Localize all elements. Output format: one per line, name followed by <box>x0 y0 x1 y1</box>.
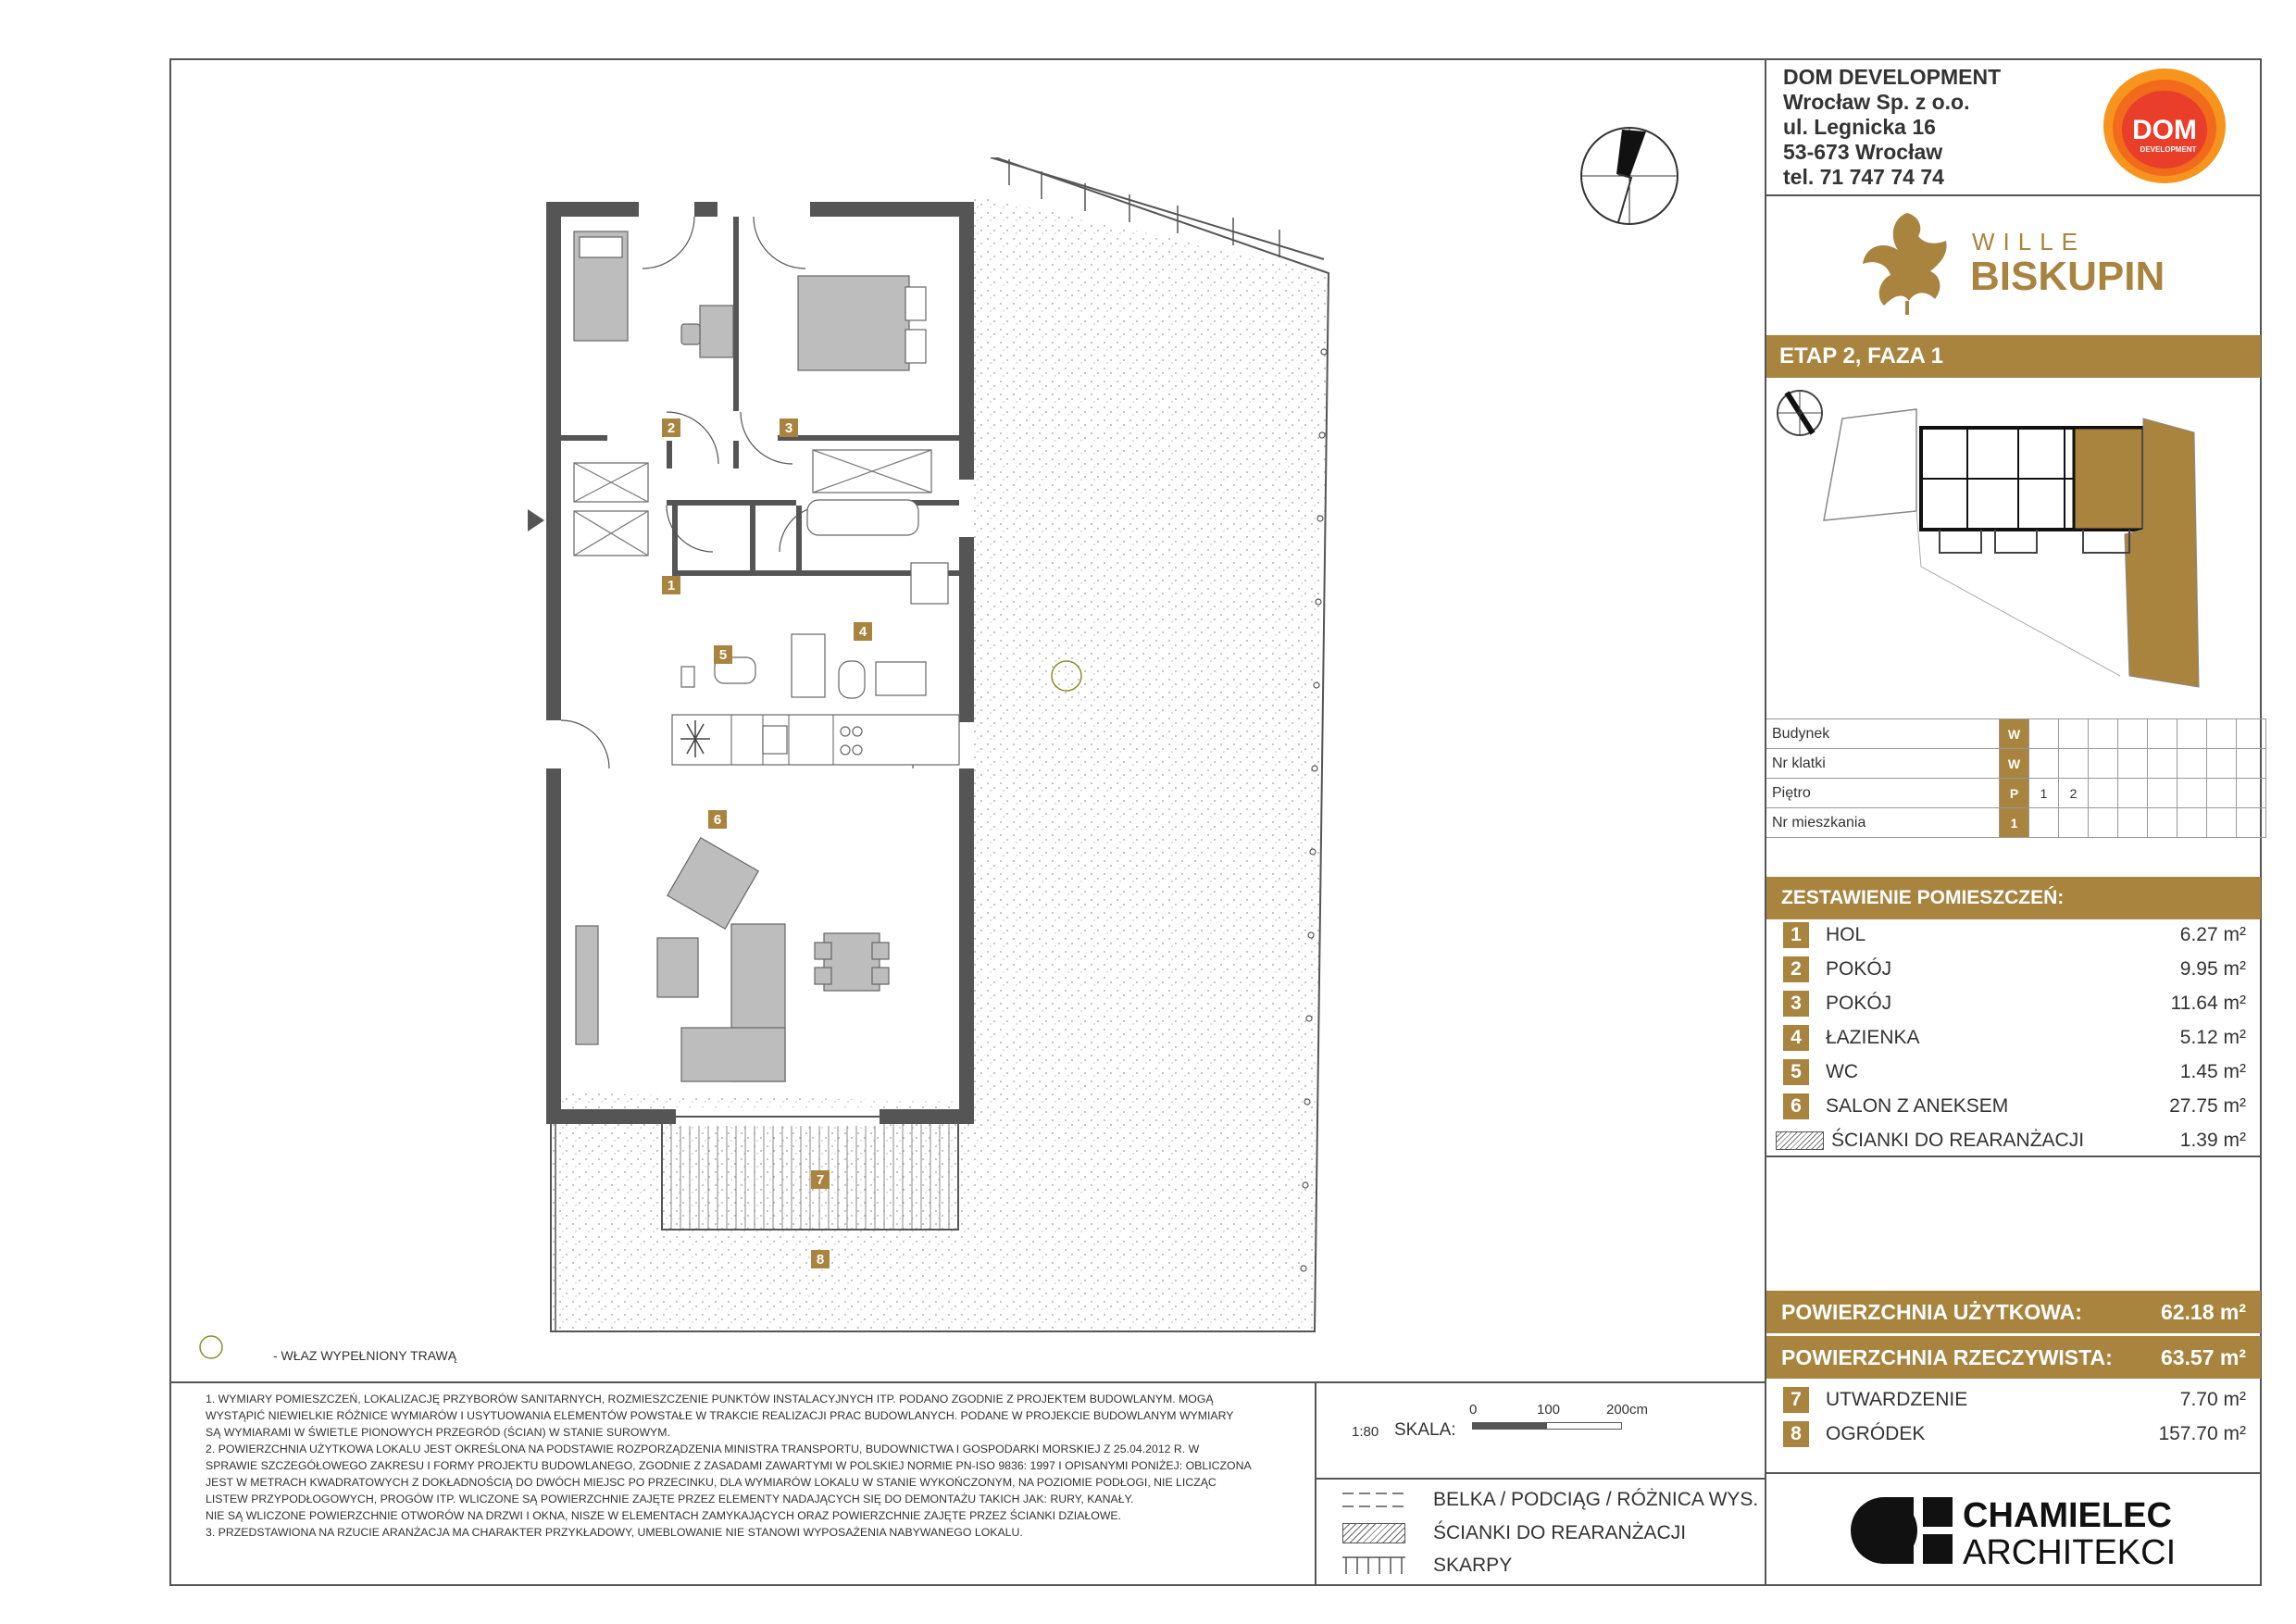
dashed-line-icon <box>1342 1490 1405 1510</box>
info-label: Nr mieszkania <box>1766 808 2000 838</box>
room-area: 11.64 m² <box>2170 993 2246 1014</box>
wille-biskupin-logo <box>1842 199 2194 324</box>
info-label: Nr klatki <box>1766 749 2000 779</box>
info-cell: 1 <box>2000 808 2029 838</box>
plan-room-label-3: 3 <box>780 418 798 437</box>
room-number: 1 <box>1783 922 1809 948</box>
room-name: POKÓJ <box>1826 958 1892 980</box>
info-row-floor <box>1766 779 2266 808</box>
dining-table <box>824 933 880 991</box>
rooms-title: ZESTAWIENIE POMIESZCZEŃ: <box>1766 877 2261 919</box>
coffee-table <box>657 938 698 997</box>
legend-divider <box>1315 1381 1316 1586</box>
note-line: WYSTĄPIĆ NIEWIELKIE RÓŻNICE WYMIARÓW I USYTUOWANIA ELEMENTÓW POWSTAŁE W TRAKCIE REALIZACJI PRAC BUDOWLANYCH. PODANE W PROJEKCIE BUDOWLANYM WYMIARY <box>206 1409 1234 1422</box>
logo-word-biskupin: BISKUPIN <box>1970 254 2165 299</box>
scale-tick-0: 0 <box>1469 1402 1478 1418</box>
note-line: 1. WYMIARY POMIESZCZEŃ, LOKALIZACJĘ PRZYBORÓW SANITARNYCH, ROZMIESZCZENIE PUNKTÓW INSTALACYJNYCH ITP. PODANO ZGODNIE Z PROJEKTEM BUDOWLANYM. MOGĄ <box>206 1393 1214 1405</box>
room-row <box>1783 1091 2246 1122</box>
plan-room-label-1: 1 <box>662 576 680 594</box>
note-line: SĄ WYMIARAMI W ŚWIETLE PIONOWYCH PRZEGRÓD (ŚCIAN) W STANIE SUROWYM. <box>206 1426 670 1439</box>
extra-area: 157.70 m² <box>2158 1423 2246 1444</box>
stage-bar: ETAP 2, FAZA 1 <box>1766 335 2261 378</box>
legend-belka-label: BELKA / PODCIĄG / RÓŻNICA WYS. <box>1433 1489 1759 1510</box>
note-line: NIE SĄ WLICZONE POWIERZCHNIE OTWORÓW NA DRZWI I OKNA, NISZE W ELEMENTACH ZAMYKAJĄCYCH ORAZ POWIERZCHNIE ZAJĘTE PRZEZ ŚCIANKI DZIAŁOWE. <box>206 1509 1122 1522</box>
plan-room-label-2: 2 <box>662 418 680 437</box>
usable-area-label: POWIERZCHNIA UŻYTKOWA: <box>1781 1300 2082 1324</box>
tv-unit <box>576 926 598 1044</box>
floor-plan <box>518 157 1352 1352</box>
room-area: 27.75 m² <box>2169 1095 2246 1117</box>
room-name: HOL <box>1826 924 1866 945</box>
architect-line1: CHAMIELEC <box>1963 1496 2172 1535</box>
architect-line2: ARCHITEKCI <box>1963 1533 2177 1569</box>
note-line: 3. PRZEDSTAWIONA NA RZUCIE ARANŻACJA MA CHARAKTER PRZYKŁADOWY, UMEBLOWANIE NIE STANOWI WYPOSAŻENIA NABYWANEGO LOKALU. <box>206 1526 1023 1539</box>
room-name: ŁAZIENKA <box>1826 1027 1920 1048</box>
room-row <box>1783 1022 2246 1054</box>
sidebar-sep-3 <box>1765 1472 2261 1474</box>
room-number: 4 <box>1783 1025 1809 1051</box>
notes-block <box>206 1391 1298 1541</box>
desk <box>700 306 733 357</box>
logo-word-wille: WILLE <box>1972 228 2087 256</box>
extra-number: 8 <box>1783 1421 1809 1447</box>
entry-arrow-icon <box>528 509 544 531</box>
usable-area-value: 62.18 m² <box>2160 1300 2246 1324</box>
key-plan <box>1768 381 2259 696</box>
extra-number: 7 <box>1783 1387 1809 1413</box>
legend-belka <box>1342 1485 1758 1515</box>
plan-room-label-4: 4 <box>854 622 872 641</box>
plan-room-label-7: 7 <box>811 1170 830 1189</box>
scale-label: SKALA: <box>1394 1420 1456 1440</box>
room-area: 6.27 m² <box>2179 924 2246 945</box>
extra-row <box>1783 1418 2246 1450</box>
room-name: SALON Z ANEKSEM <box>1826 1095 2009 1117</box>
info-cell: 2 <box>2059 779 2089 808</box>
room-number: 2 <box>1783 956 1809 982</box>
company-phone: tel. 71 747 74 74 <box>1783 165 1944 189</box>
real-area-value: 63.57 m² <box>2160 1345 2246 1369</box>
partitions-area: 1.39 m² <box>2179 1130 2246 1151</box>
legend-scianki <box>1342 1518 1686 1548</box>
note-line: 2. POWIERZCHNIA UŻYTKOWA LOKALU JEST OKREŚLONA NA PODSTAWIE ROZPORZĄDZENIA MINISTRA TRANSPORTU, BUDOWNICTWA I GOSPODARKI MORSKIEJ Z 25.04.2012 R. W <box>206 1443 1200 1455</box>
note-line: JEST W METRACH KWADRATOWYCH Z DOKŁADNOŚCIĄ DO DWÓCH MIEJSC PO PRZECINKU, DLA WYMIARÓW LOKALU W STANIE WYKOŃCZONYM, NA POZIOMIE PODŁOGI, NIE LICZĄC <box>206 1476 1217 1489</box>
room-area: 5.12 m² <box>2179 1027 2246 1048</box>
room-row <box>1783 988 2246 1019</box>
room-name: POKÓJ <box>1826 993 1892 1014</box>
legend-skarpy <box>1342 1551 1512 1580</box>
scale-tick-100: 100 <box>1537 1402 1561 1418</box>
room-number: 3 <box>1783 991 1809 1017</box>
scale-ratio: 1:80 <box>1352 1424 1379 1440</box>
info-cell: P <box>2000 779 2029 808</box>
grass-note: - WŁAZ WYPEŁNIONY TRAWĄ <box>273 1348 457 1363</box>
extra-name: OGRÓDEK <box>1826 1423 1926 1444</box>
extra-row <box>1783 1384 2246 1416</box>
plan-room-label-8: 8 <box>811 1250 830 1268</box>
dom-logo-subtext: DEVELOPMENT <box>2140 145 2197 154</box>
note-line: SPRAWIE SZCZEGÓŁOWEGO ZAKRESU I FORMY PROJEKTU BUDOWLANEGO, ZGODNIE Z ZASADAMI ZAWARTYMI W POLSKIEJ NORMIE PN-ISO 9836: 1997 I OPISANYMI PONIŻEJ: OBLICZONA <box>206 1459 1252 1472</box>
company-info <box>1783 65 2001 190</box>
plan-room-label-6: 6 <box>708 810 727 829</box>
partitions-row <box>1776 1125 2246 1156</box>
notes-divider <box>169 1381 1766 1383</box>
info-cell: 1 <box>2029 779 2059 808</box>
legend-skarpy-label: SKARPY <box>1433 1555 1513 1576</box>
info-label: Budynek <box>1766 719 2000 749</box>
company-name: DOM DEVELOPMENT <box>1783 65 2002 89</box>
legend-scianki-label: ŚCIANKI DO REARANŻACJI <box>1433 1522 1687 1543</box>
real-area-bar <box>1766 1336 2261 1379</box>
info-cell: W <box>2000 719 2029 749</box>
furniture <box>574 231 959 1081</box>
chamielec-logo <box>1847 1486 2236 1569</box>
room-number: 6 <box>1783 1093 1809 1119</box>
north-arrow-icon <box>1574 120 1685 231</box>
scale-tick-200: 200cm <box>1606 1402 1649 1418</box>
company-line2: Wrocław Sp. z o.o. <box>1783 90 1970 114</box>
note-line: LISTEW PRZYPODŁOGOWYCH, PROGÓW ITP. WLICZONE SĄ POWIERZCHNIE ZAJĘTE PRZEZ ELEMENTY NADAJĄCYCH SIĘ DO DEMONTAŻU TAKICH JAK: RURY, KANAŁY. <box>206 1493 1134 1505</box>
armchair <box>668 838 758 929</box>
dom-logo-text: DOM <box>2132 115 2197 145</box>
room-row <box>1783 954 2246 985</box>
slope-icon <box>1342 1555 1405 1576</box>
room-area: 1.45 m² <box>2179 1061 2246 1082</box>
info-row-building <box>1766 719 2266 749</box>
room-name: WC <box>1826 1061 1858 1082</box>
info-row-apartment <box>1766 808 2266 838</box>
bed-right <box>798 276 909 370</box>
extra-area: 7.70 m² <box>2179 1389 2246 1410</box>
hatch-icon <box>1776 1131 1824 1150</box>
sidebar-sep-1 <box>1765 194 2261 196</box>
grass-hatch-icon <box>197 1333 225 1361</box>
scale-bar <box>1472 1422 1546 1430</box>
info-label: Piętro <box>1766 779 2000 808</box>
company-city: 53-673 Wrocław <box>1783 140 1943 164</box>
room-row <box>1783 1056 2246 1088</box>
room-number: 5 <box>1783 1059 1809 1085</box>
room-row <box>1783 919 2246 951</box>
apartment-info-table <box>1766 718 2266 838</box>
terrace <box>662 1111 958 1230</box>
hatch-icon <box>1342 1523 1405 1543</box>
extra-name: UTWARDZENIE <box>1826 1389 1968 1410</box>
partitions-name: ŚCIANKI DO REARANŻACJI <box>1831 1130 2085 1151</box>
info-row-staircase <box>1766 749 2266 779</box>
scale-bar-white <box>1546 1422 1622 1430</box>
usable-area-bar <box>1766 1291 2261 1333</box>
room-area: 9.95 m² <box>2179 958 2246 980</box>
dom-development-logo <box>2092 61 2240 191</box>
info-cell: W <box>2000 749 2029 779</box>
plan-room-label-5: 5 <box>714 645 732 664</box>
real-area-label: POWIERZCHNIA RZECZYWISTA: <box>1781 1345 2113 1369</box>
company-address: ul. Legnicka 16 <box>1783 115 1936 139</box>
legend-scale-divider <box>1315 1478 1766 1480</box>
